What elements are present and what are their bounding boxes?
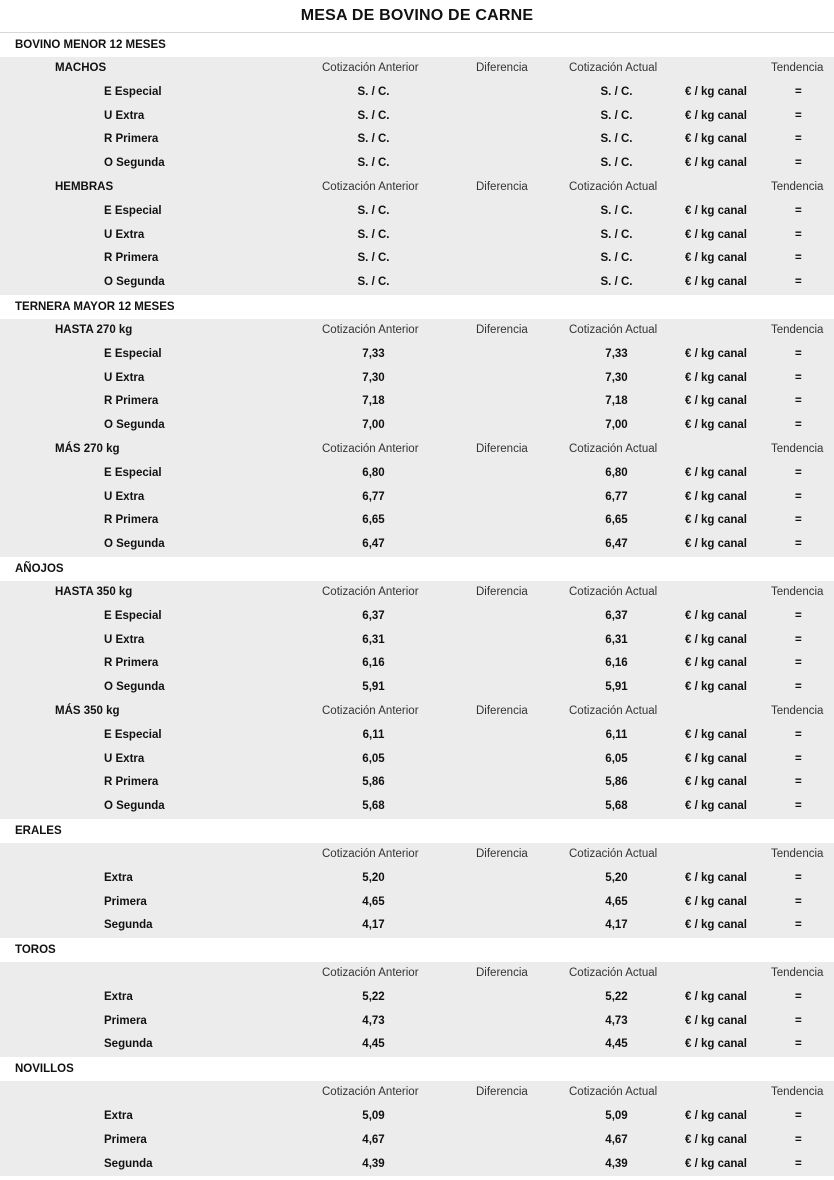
col-header-diferencia: Diferencia — [476, 704, 528, 717]
row-label: R Primera — [104, 133, 159, 146]
price-anterior: 5,68 — [362, 800, 385, 813]
unit-label: € / kg canal — [685, 1014, 748, 1027]
unit-label: € / kg canal — [685, 800, 748, 813]
unit-label: € / kg canal — [685, 609, 748, 622]
unit-label: € / kg canal — [685, 109, 748, 122]
price-anterior: 6,37 — [362, 609, 385, 622]
trend-indicator: = — [795, 538, 802, 551]
price-actual: 7,18 — [605, 395, 628, 408]
col-header-actual: Cotización Actual — [569, 1086, 658, 1099]
price-actual: 4,73 — [605, 1014, 628, 1027]
price-actual: 6,77 — [605, 490, 628, 503]
trend-indicator: = — [795, 1038, 802, 1051]
price-anterior: 4,45 — [362, 1038, 385, 1051]
price-anterior: S. / C. — [357, 133, 390, 146]
unit-label: € / kg canal — [685, 681, 748, 694]
price-actual: 5,68 — [605, 800, 628, 813]
table-row — [0, 200, 834, 224]
trend-indicator: = — [795, 395, 802, 408]
table-row — [0, 128, 834, 152]
trend-indicator: = — [795, 1110, 802, 1123]
price-anterior: 5,22 — [362, 990, 385, 1003]
table-row — [0, 1129, 834, 1153]
unit-label: € / kg canal — [685, 1157, 748, 1170]
price-actual: 4,45 — [605, 1038, 628, 1051]
row-label: O Segunda — [104, 681, 165, 694]
col-header-tendencia: Tendencia — [771, 180, 824, 193]
trend-indicator: = — [795, 1014, 802, 1027]
trend-indicator: = — [795, 609, 802, 622]
price-anterior: 6,47 — [362, 538, 385, 551]
group-header-row — [0, 176, 834, 200]
price-anterior: 6,80 — [362, 466, 385, 479]
price-anterior: 7,00 — [362, 419, 385, 432]
trend-indicator: = — [795, 633, 802, 646]
row-label: U Extra — [104, 490, 145, 503]
col-header-actual: Cotización Actual — [569, 323, 658, 336]
table-row — [0, 533, 834, 557]
table-row — [0, 795, 834, 819]
row-label: O Segunda — [104, 538, 165, 551]
col-header-tendencia: Tendencia — [771, 1086, 824, 1099]
price-anterior: 6,11 — [362, 728, 385, 741]
price-actual: 6,37 — [605, 609, 628, 622]
trend-indicator: = — [795, 490, 802, 503]
unit-label: € / kg canal — [685, 657, 748, 670]
trend-indicator: = — [795, 347, 802, 360]
unit-label: € / kg canal — [685, 276, 748, 289]
unit-label: € / kg canal — [685, 157, 748, 170]
title-bar — [0, 0, 834, 33]
trend-indicator: = — [795, 228, 802, 241]
trend-indicator: = — [795, 109, 802, 122]
section-5 — [0, 1057, 834, 1176]
price-actual: S. / C. — [600, 157, 633, 170]
trend-indicator: = — [795, 276, 802, 289]
table-row — [0, 509, 834, 533]
price-anterior: S. / C. — [357, 252, 390, 265]
price-anterior: 5,20 — [362, 871, 385, 884]
price-anterior: 6,05 — [362, 752, 385, 765]
trend-indicator: = — [795, 419, 802, 432]
table-row — [0, 748, 834, 772]
col-header-diferencia: Diferencia — [476, 1086, 528, 1099]
price-anterior: 4,39 — [362, 1157, 385, 1170]
price-actual: S. / C. — [600, 85, 633, 98]
unit-label: € / kg canal — [685, 133, 748, 146]
row-label: Segunda — [104, 1038, 153, 1051]
col-header-tendencia: Tendencia — [771, 847, 824, 860]
row-label: R Primera — [104, 657, 159, 670]
trend-indicator: = — [795, 1157, 802, 1170]
price-actual: 5,86 — [605, 776, 628, 789]
table-row — [0, 462, 834, 486]
price-anterior: S. / C. — [357, 157, 390, 170]
price-actual: 6,80 — [605, 466, 628, 479]
group-header-row — [0, 581, 834, 605]
row-label: E Especial — [104, 728, 162, 741]
col-header-actual: Cotización Actual — [569, 585, 658, 598]
table-row — [0, 81, 834, 105]
price-actual: S. / C. — [600, 252, 633, 265]
table-row — [0, 224, 834, 248]
row-label: Extra — [104, 1110, 133, 1123]
row-label: E Especial — [104, 85, 162, 98]
price-anterior: 6,16 — [362, 657, 385, 670]
section-heading: TERNERA MAYOR 12 MESES — [0, 295, 834, 319]
row-label: Segunda — [104, 1157, 153, 1170]
unit-label: € / kg canal — [685, 371, 748, 384]
row-label: U Extra — [104, 371, 145, 384]
price-actual: 5,20 — [605, 871, 628, 884]
unit-label: € / kg canal — [685, 919, 748, 932]
price-anterior: 6,65 — [362, 514, 385, 527]
trend-indicator: = — [795, 1133, 802, 1146]
price-actual: 6,05 — [605, 752, 628, 765]
price-anterior: 4,17 — [362, 919, 385, 932]
trend-indicator: = — [795, 681, 802, 694]
table-row — [0, 1010, 834, 1034]
table-row — [0, 414, 834, 438]
col-header-actual: Cotización Actual — [569, 704, 658, 717]
price-anterior: 4,65 — [362, 895, 385, 908]
trend-indicator: = — [795, 157, 802, 170]
group-label: HASTA 270 kg — [55, 323, 133, 336]
unit-label: € / kg canal — [685, 204, 748, 217]
row-label: U Extra — [104, 752, 145, 765]
trend-indicator: = — [795, 514, 802, 527]
table-row — [0, 605, 834, 629]
col-header-actual: Cotización Actual — [569, 180, 658, 193]
price-anterior: S. / C. — [357, 276, 390, 289]
group-label: HEMBRAS — [55, 180, 114, 193]
price-anterior: S. / C. — [357, 204, 390, 217]
unit-label: € / kg canal — [685, 419, 748, 432]
table-row — [0, 1153, 834, 1177]
col-header-anterior: Cotización Anterior — [322, 704, 419, 717]
trend-indicator: = — [795, 990, 802, 1003]
table-row — [0, 105, 834, 129]
row-label: R Primera — [104, 395, 159, 408]
trend-indicator: = — [795, 252, 802, 265]
group-header-row — [0, 700, 834, 724]
col-header-anterior: Cotización Anterior — [322, 180, 419, 193]
col-header-actual: Cotización Actual — [569, 442, 658, 455]
row-label: E Especial — [104, 204, 162, 217]
unit-label: € / kg canal — [685, 776, 748, 789]
price-anterior: 6,31 — [362, 633, 385, 646]
price-actual: 5,91 — [605, 681, 628, 694]
trend-indicator: = — [795, 800, 802, 813]
unit-label: € / kg canal — [685, 752, 748, 765]
section-heading: AÑOJOS — [0, 557, 834, 581]
price-actual: 5,22 — [605, 990, 628, 1003]
section-3 — [0, 819, 834, 938]
col-header-diferencia: Diferencia — [476, 323, 528, 336]
table-row — [0, 247, 834, 271]
price-anterior: S. / C. — [357, 228, 390, 241]
col-header-actual: Cotización Actual — [569, 967, 658, 980]
price-actual: 6,47 — [605, 538, 628, 551]
trend-indicator: = — [795, 466, 802, 479]
row-label: Segunda — [104, 919, 153, 932]
section-0 — [0, 33, 834, 295]
row-label: Primera — [104, 1133, 147, 1146]
unit-label: € / kg canal — [685, 490, 748, 503]
col-header-anterior: Cotización Anterior — [322, 967, 419, 980]
trend-indicator: = — [795, 871, 802, 884]
group-header-row — [0, 1081, 834, 1105]
col-header-tendencia: Tendencia — [771, 585, 824, 598]
trend-indicator: = — [795, 85, 802, 98]
unit-label: € / kg canal — [685, 1110, 748, 1123]
unit-label: € / kg canal — [685, 1038, 748, 1051]
unit-label: € / kg canal — [685, 85, 748, 98]
price-anterior: 7,30 — [362, 371, 385, 384]
col-header-diferencia: Diferencia — [476, 847, 528, 860]
unit-label: € / kg canal — [685, 538, 748, 551]
price-actual: 4,67 — [605, 1133, 628, 1146]
price-actual: 6,11 — [605, 728, 628, 741]
unit-label: € / kg canal — [685, 728, 748, 741]
sections-container — [0, 33, 834, 1176]
table-row — [0, 914, 834, 938]
row-label: O Segunda — [104, 800, 165, 813]
group-header-row — [0, 57, 834, 81]
price-anterior: S. / C. — [357, 85, 390, 98]
trend-indicator: = — [795, 204, 802, 217]
unit-label: € / kg canal — [685, 514, 748, 527]
row-label: U Extra — [104, 633, 145, 646]
table-row — [0, 367, 834, 391]
col-header-tendencia: Tendencia — [771, 704, 824, 717]
row-label: O Segunda — [104, 419, 165, 432]
price-anterior: 5,86 — [362, 776, 385, 789]
group-label: MÁS 350 kg — [55, 704, 120, 717]
price-actual: 4,65 — [605, 895, 628, 908]
row-label: R Primera — [104, 514, 159, 527]
price-actual: 4,17 — [605, 919, 628, 932]
row-label: R Primera — [104, 252, 159, 265]
section-body — [0, 319, 834, 557]
row-label: Primera — [104, 1014, 147, 1027]
table-row — [0, 676, 834, 700]
unit-label: € / kg canal — [685, 395, 748, 408]
price-actual: 7,33 — [605, 347, 628, 360]
price-actual: 5,09 — [605, 1110, 628, 1123]
price-anterior: 6,77 — [362, 490, 385, 503]
page-title: MESA DE BOVINO DE CARNE — [300, 7, 534, 24]
group-label: MACHOS — [55, 62, 107, 74]
table-row — [0, 1033, 834, 1057]
section-body — [0, 962, 834, 1057]
col-header-tendencia: Tendencia — [771, 323, 824, 336]
unit-label: € / kg canal — [685, 990, 748, 1003]
section-heading: BOVINO MENOR 12 MESES — [0, 33, 834, 57]
price-actual: S. / C. — [600, 204, 633, 217]
unit-label: € / kg canal — [685, 633, 748, 646]
section-body — [0, 581, 834, 819]
table-row — [0, 986, 834, 1010]
table-row — [0, 486, 834, 510]
trend-indicator: = — [795, 133, 802, 146]
col-header-anterior: Cotización Anterior — [322, 323, 419, 336]
trend-indicator: = — [795, 776, 802, 789]
row-label: Extra — [104, 990, 133, 1003]
price-actual: S. / C. — [600, 228, 633, 241]
section-1 — [0, 295, 834, 557]
table-row — [0, 629, 834, 653]
row-label: U Extra — [104, 228, 145, 241]
price-anterior: S. / C. — [357, 109, 390, 122]
price-anterior: 4,73 — [362, 1014, 385, 1027]
unit-label: € / kg canal — [685, 466, 748, 479]
price-actual: 4,39 — [605, 1157, 628, 1170]
col-header-tendencia: Tendencia — [771, 442, 824, 455]
col-header-anterior: Cotización Anterior — [322, 62, 419, 74]
price-anterior: 7,18 — [362, 395, 385, 408]
price-actual: 6,65 — [605, 514, 628, 527]
section-heading: ERALES — [0, 819, 834, 843]
price-actual: 7,00 — [605, 419, 628, 432]
trend-indicator: = — [795, 371, 802, 384]
section-heading: TOROS — [0, 938, 834, 962]
unit-label: € / kg canal — [685, 252, 748, 265]
unit-label: € / kg canal — [685, 895, 748, 908]
price-actual: 6,16 — [605, 657, 628, 670]
section-2 — [0, 557, 834, 819]
section-4 — [0, 938, 834, 1057]
table-row — [0, 867, 834, 891]
table-row — [0, 152, 834, 176]
price-actual: 6,31 — [605, 633, 628, 646]
price-actual: 7,30 — [605, 371, 628, 384]
row-label: O Segunda — [104, 276, 165, 289]
unit-label: € / kg canal — [685, 228, 748, 241]
col-header-diferencia: Diferencia — [476, 442, 528, 455]
unit-label: € / kg canal — [685, 347, 748, 360]
unit-label: € / kg canal — [685, 871, 748, 884]
col-header-tendencia: Tendencia — [771, 967, 824, 980]
price-anterior: 4,67 — [362, 1133, 385, 1146]
table-row — [0, 271, 834, 295]
price-actual: S. / C. — [600, 276, 633, 289]
group-header-row — [0, 843, 834, 867]
row-label: Extra — [104, 871, 133, 884]
row-label: E Especial — [104, 466, 162, 479]
table-row — [0, 724, 834, 748]
col-header-actual: Cotización Actual — [569, 847, 658, 860]
section-body — [0, 57, 834, 295]
price-anterior: 5,09 — [362, 1110, 385, 1123]
row-label: E Especial — [104, 609, 162, 622]
trend-indicator: = — [795, 895, 802, 908]
group-header-row — [0, 962, 834, 986]
table-row — [0, 891, 834, 915]
group-header-row — [0, 438, 834, 462]
row-label: R Primera — [104, 776, 159, 789]
price-anterior: 7,33 — [362, 347, 385, 360]
col-header-actual: Cotización Actual — [569, 62, 658, 74]
col-header-anterior: Cotización Anterior — [322, 1086, 419, 1099]
price-actual: S. / C. — [600, 109, 633, 122]
col-header-anterior: Cotización Anterior — [322, 847, 419, 860]
col-header-anterior: Cotización Anterior — [322, 585, 419, 598]
section-body — [0, 1081, 834, 1176]
table-row — [0, 343, 834, 367]
trend-indicator: = — [795, 752, 802, 765]
col-header-diferencia: Diferencia — [476, 967, 528, 980]
group-label: MÁS 270 kg — [55, 442, 120, 455]
table-row — [0, 1105, 834, 1129]
row-label: Primera — [104, 895, 147, 908]
col-header-anterior: Cotización Anterior — [322, 442, 419, 455]
table-row — [0, 771, 834, 795]
section-body — [0, 843, 834, 938]
group-label: HASTA 350 kg — [55, 585, 133, 598]
section-heading: NOVILLOS — [0, 1057, 834, 1081]
trend-indicator: = — [795, 657, 802, 670]
table-row — [0, 652, 834, 676]
col-header-diferencia: Diferencia — [476, 180, 528, 193]
price-actual: S. / C. — [600, 133, 633, 146]
unit-label: € / kg canal — [685, 1133, 748, 1146]
group-header-row — [0, 319, 834, 343]
col-header-diferencia: Diferencia — [476, 62, 528, 74]
row-label: O Segunda — [104, 157, 165, 170]
col-header-diferencia: Diferencia — [476, 585, 528, 598]
price-anterior: 5,91 — [362, 681, 385, 694]
trend-indicator: = — [795, 919, 802, 932]
row-label: E Especial — [104, 347, 162, 360]
trend-indicator: = — [795, 728, 802, 741]
row-label: U Extra — [104, 109, 145, 122]
table-row — [0, 390, 834, 414]
col-header-tendencia: Tendencia — [771, 62, 824, 74]
